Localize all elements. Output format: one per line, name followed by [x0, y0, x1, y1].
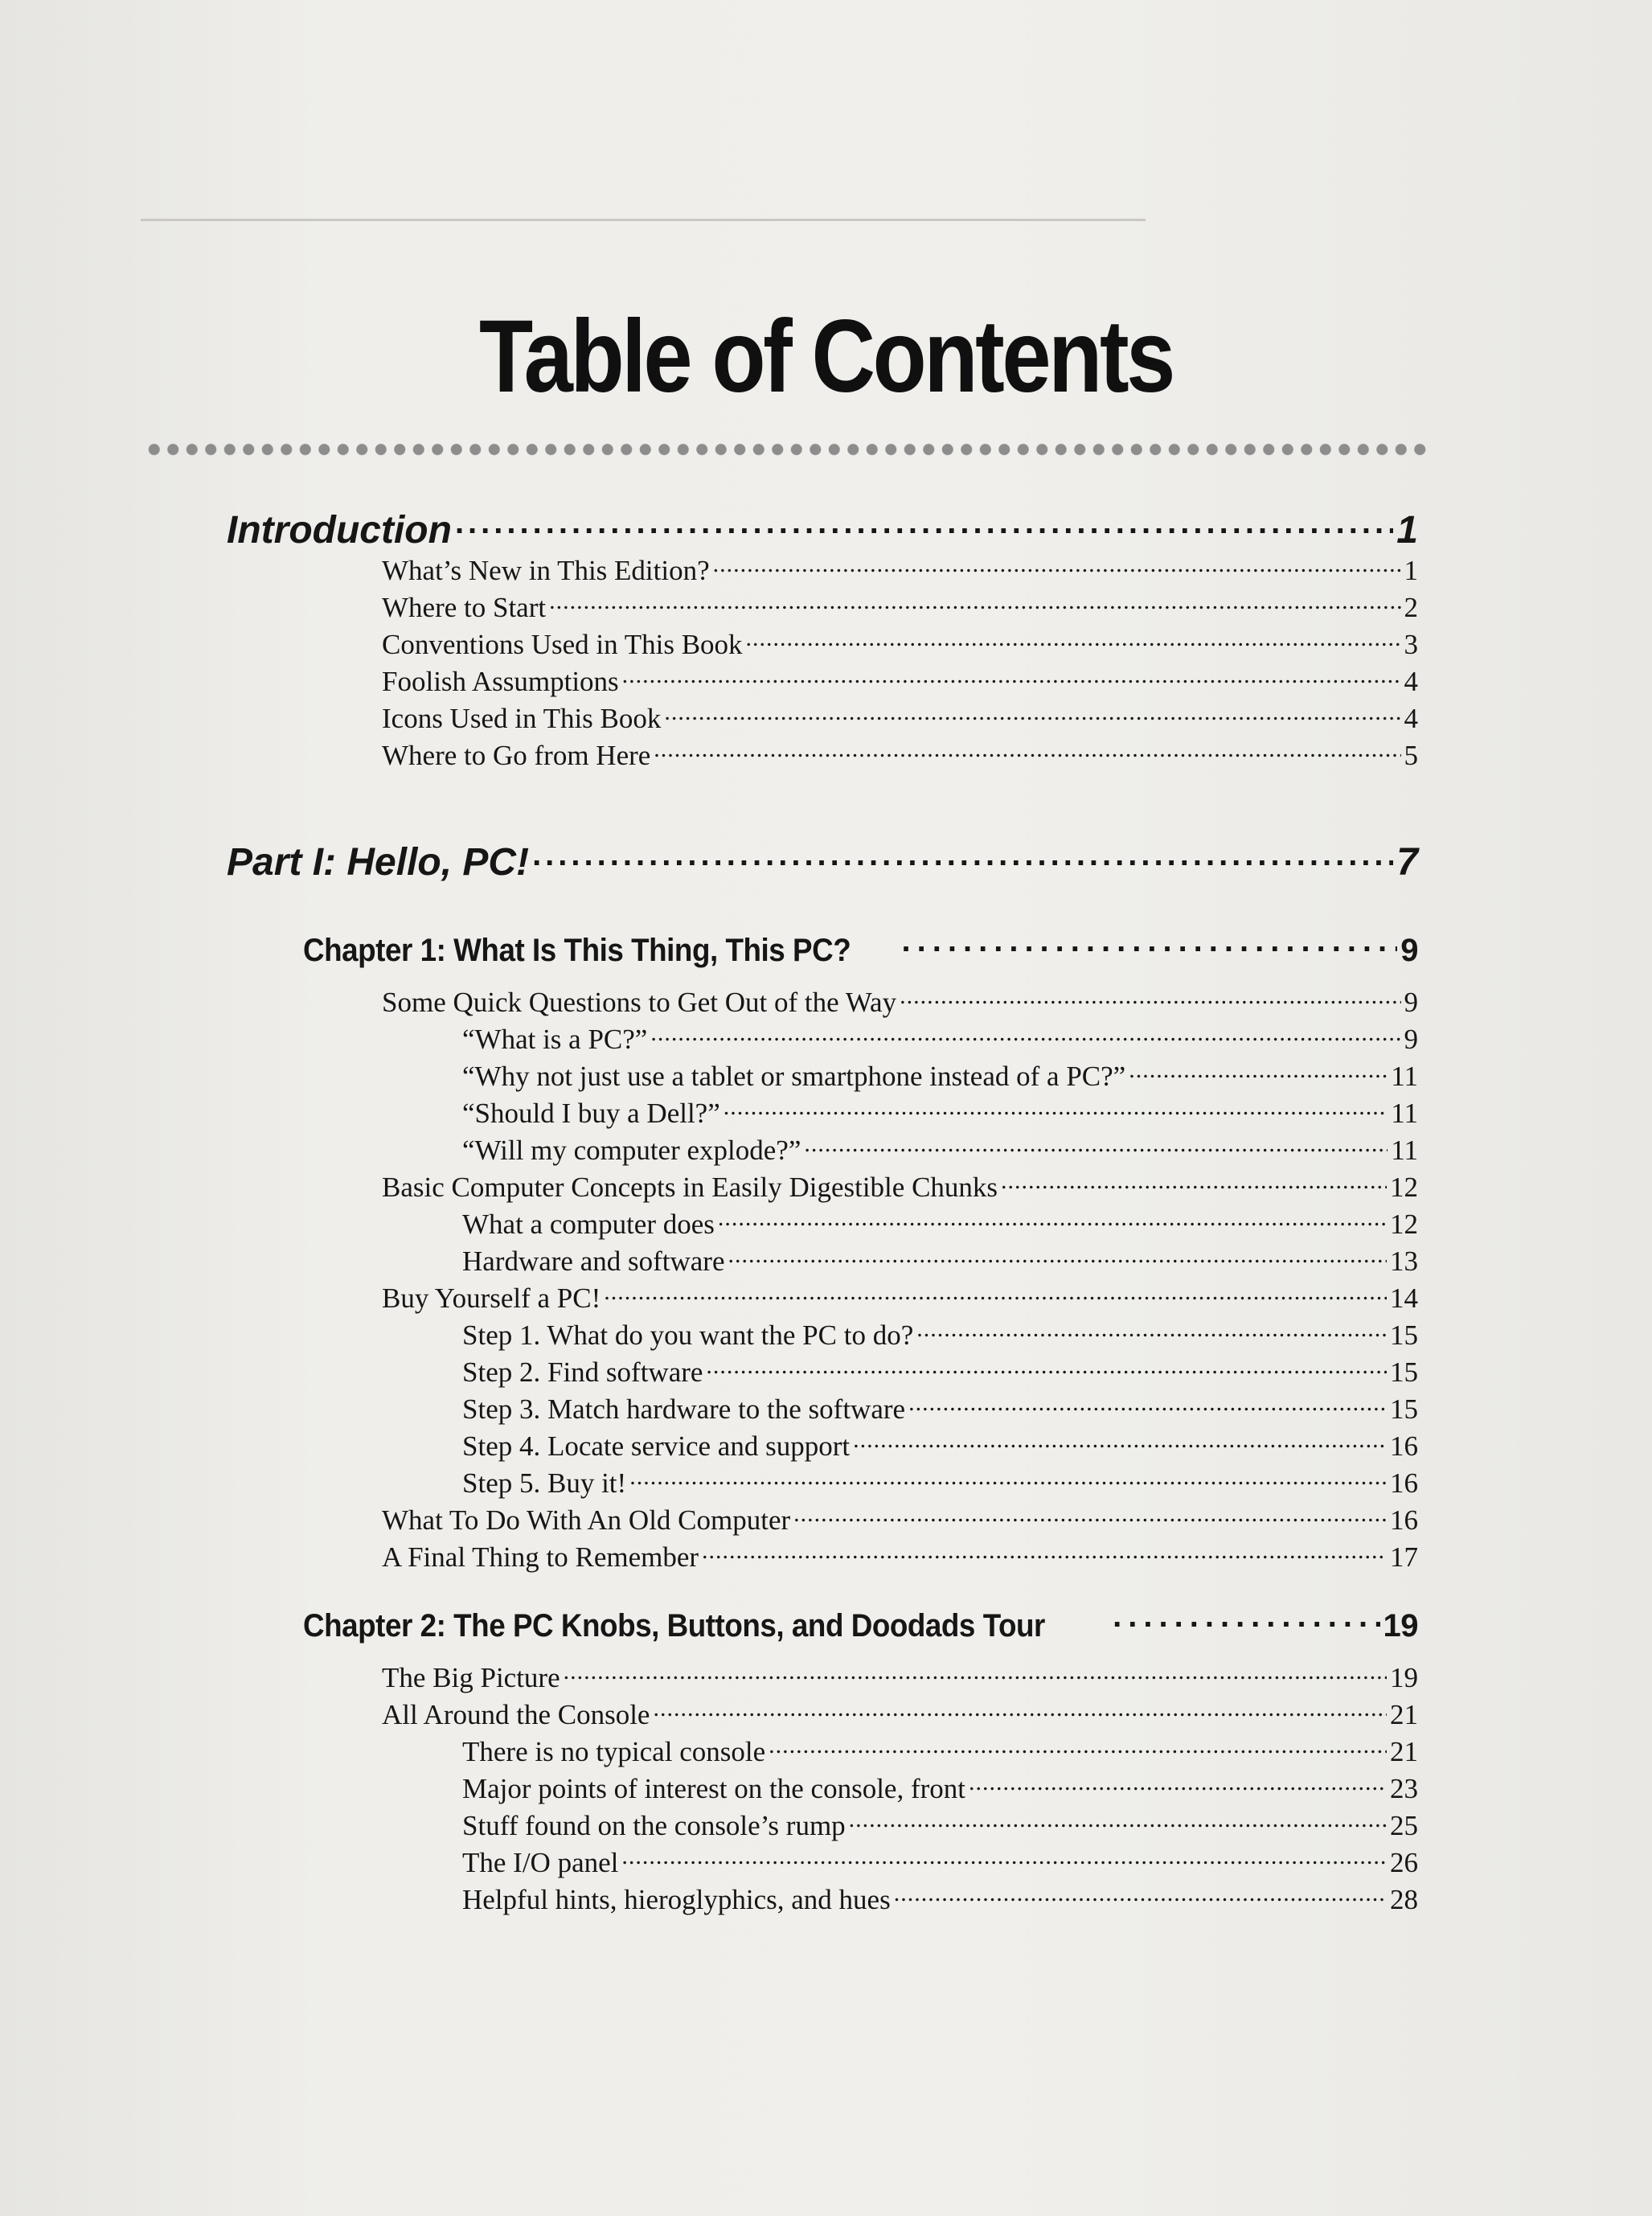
toc-page-number: 12 — [1390, 1172, 1418, 1203]
toc-entry-text: What a computer does — [462, 1209, 715, 1240]
dot-leader — [804, 1131, 1388, 1159]
toc-page-number: 26 — [1390, 1847, 1418, 1878]
toc-page-number: 19 — [1390, 1662, 1418, 1693]
toc-entry-chapter-2 — [303, 1604, 1418, 1646]
toc-entry — [382, 1501, 1418, 1538]
dot-leader — [908, 1390, 1387, 1418]
toc-entry-text: Basic Computer Concepts in Easily Digestible Chunks — [382, 1172, 998, 1203]
toc-page-number: 15 — [1390, 1393, 1418, 1425]
toc-entry-text: There is no typical console — [462, 1736, 766, 1767]
page-title: Table of Contents — [479, 299, 1173, 414]
toc-entry — [462, 1205, 1418, 1242]
toc-entry — [382, 552, 1418, 589]
dot-leader — [664, 700, 1400, 728]
toc-entry-text: Helpful hints, hieroglyphics, and hues — [462, 1884, 891, 1915]
toc-entry-text: Stuff found on the console’s rump — [462, 1810, 846, 1841]
toc-page-number: 28 — [1390, 1884, 1418, 1915]
toc-entry — [462, 1807, 1418, 1844]
toc-page-number: 19 — [1383, 1608, 1418, 1644]
toc-entry — [462, 1020, 1418, 1057]
toc-entry-text: What To Do With An Old Computer — [382, 1504, 791, 1536]
toc-entry-text: A Final Thing to Remember — [382, 1541, 699, 1573]
dot-leader — [713, 552, 1401, 580]
toc-entry-text: All Around the Console — [382, 1699, 650, 1730]
toc-entry-text: “Will my computer explode?” — [462, 1135, 801, 1166]
toc-page-number: 11 — [1391, 1135, 1418, 1166]
toc-page-number: 15 — [1390, 1356, 1418, 1388]
toc-page-number: 17 — [1390, 1541, 1418, 1573]
dot-leader — [916, 1316, 1387, 1344]
toc-entry-text: Conventions Used in This Book — [382, 629, 743, 660]
toc-entry — [462, 1464, 1418, 1501]
toc-page-number: 9 — [1404, 1024, 1418, 1055]
dot-leader — [1129, 1057, 1388, 1085]
toc-entry — [382, 700, 1418, 737]
dot-leader — [724, 1094, 1388, 1122]
toc-entry-text: Step 2. Find software — [462, 1356, 703, 1388]
dot-leader — [654, 737, 1400, 765]
toc-entry — [382, 1696, 1418, 1733]
toc-entry — [382, 737, 1418, 774]
dot-leader — [455, 504, 1393, 543]
toc-page-number: 21 — [1390, 1699, 1418, 1730]
dot-leader — [969, 1770, 1387, 1798]
toc-entry-text: Where to Go from Here — [382, 740, 651, 771]
toc-entry — [382, 663, 1418, 700]
dot-leader — [621, 1844, 1387, 1872]
toc-entry — [462, 1770, 1418, 1807]
dot-leader — [629, 1464, 1387, 1492]
toc-page-number: 25 — [1390, 1810, 1418, 1841]
toc-entry-text: What’s New in This Edition? — [382, 555, 710, 586]
toc-entry — [462, 1242, 1418, 1279]
toc-page-number: 1 — [1396, 509, 1418, 552]
toc-entry — [462, 1390, 1418, 1427]
toc-page-number: 11 — [1391, 1098, 1418, 1129]
toc-entry-text: The Big Picture — [382, 1662, 560, 1693]
dot-leader — [653, 1696, 1387, 1724]
toc-page-number: 2 — [1404, 592, 1418, 623]
toc-entry-text: Part I: Hello, PC! — [227, 841, 530, 884]
dot-leader — [728, 1242, 1387, 1270]
toc-entry — [382, 1279, 1418, 1316]
toc-entry — [462, 1881, 1418, 1918]
toc-entry — [382, 589, 1418, 626]
toc-page-number: 15 — [1390, 1319, 1418, 1351]
toc-entry-text: Step 1. What do you want the PC to do? — [462, 1319, 914, 1351]
toc-entry — [462, 1353, 1418, 1390]
toc-entry-part-1 — [227, 836, 1418, 884]
toc-entry — [382, 1168, 1418, 1205]
toc-page-number: 14 — [1390, 1282, 1418, 1314]
toc-page-number: 16 — [1390, 1504, 1418, 1536]
dot-leader — [702, 1538, 1387, 1566]
toc-entry — [382, 1659, 1418, 1696]
dot-leader — [894, 1881, 1387, 1909]
toc-entry-text: Icons Used in This Book — [382, 703, 662, 734]
dot-leader — [849, 1807, 1387, 1835]
dot-leader — [793, 1501, 1387, 1529]
toc-page-number: 16 — [1390, 1430, 1418, 1462]
toc-entry-text: Step 4. Locate service and support — [462, 1430, 851, 1462]
dot-leader — [604, 1279, 1387, 1307]
toc-entry — [462, 1844, 1418, 1881]
toc-entry — [462, 1733, 1418, 1770]
toc-entry-text: Step 3. Match hardware to the software — [462, 1393, 906, 1425]
toc-entry-text: Foolish Assumptions — [382, 666, 619, 697]
toc-page-number: 4 — [1404, 666, 1418, 697]
toc-page-number: 12 — [1390, 1209, 1418, 1240]
toc-entry — [462, 1131, 1418, 1168]
toc-page-number: 1 — [1404, 555, 1418, 586]
toc-entry-text: Some Quick Questions to Get Out of the Way — [382, 987, 897, 1018]
toc-page-number: 3 — [1404, 629, 1418, 660]
toc-entry-text: Step 5. Buy it! — [462, 1467, 627, 1499]
toc-page-number: 7 — [1396, 841, 1418, 884]
dot-leader — [718, 1205, 1387, 1233]
dot-leader — [900, 983, 1400, 1012]
toc-page-number: 5 — [1404, 740, 1418, 771]
toc-page-number: 16 — [1390, 1467, 1418, 1499]
dot-leader — [706, 1353, 1387, 1381]
dot-leader — [746, 626, 1401, 654]
dot-leader — [853, 1427, 1387, 1455]
toc-entry-text: “Should I buy a Dell?” — [462, 1098, 720, 1129]
toc-page-number: 13 — [1390, 1245, 1418, 1277]
toc-entry — [462, 1316, 1418, 1353]
dot-leader — [532, 836, 1393, 875]
dot-leader — [902, 929, 1398, 961]
toc-entry — [382, 983, 1418, 1020]
dot-leader — [549, 589, 1400, 617]
toc-page-number: 9 — [1404, 987, 1418, 1018]
toc-entry-text: Chapter 1: What Is This Thing, This PC? — [303, 933, 851, 968]
toc-entry-text: Where to Start — [382, 592, 547, 623]
toc-entry-introduction — [227, 504, 1418, 552]
toc-entry-text: “Why not just use a tablet or smartphone instead of a PC?” — [462, 1061, 1126, 1092]
toc-entry-text: Chapter 2: The PC Knobs, Buttons, and Doodads Tour — [303, 1608, 1045, 1644]
toc-entry-text: The I/O panel — [462, 1847, 619, 1878]
dot-leader — [650, 1020, 1400, 1048]
dot-leader — [769, 1733, 1387, 1761]
toc-entry — [382, 1538, 1418, 1575]
toc-page-number: 4 — [1404, 703, 1418, 734]
toc-entry — [382, 626, 1418, 663]
toc-entry-text: Major points of interest on the console, front — [462, 1773, 965, 1804]
toc-entry-text: “What is a PC?” — [462, 1024, 648, 1055]
toc-entry — [462, 1427, 1418, 1464]
dot-leader — [622, 663, 1401, 691]
toc-page-number: 9 — [1400, 933, 1418, 968]
toc-page-number: 21 — [1390, 1736, 1418, 1767]
toc-entry — [462, 1057, 1418, 1094]
toc-entry-text: Hardware and software — [462, 1245, 725, 1277]
dot-leader — [564, 1659, 1387, 1687]
toc-entry-text: Buy Yourself a PC! — [382, 1282, 601, 1314]
toc-entry-text: Introduction — [227, 509, 452, 552]
dot-leader — [1113, 1604, 1379, 1636]
toc-page-number: 23 — [1390, 1773, 1418, 1804]
dot-leader — [1001, 1168, 1387, 1196]
toc-entry-chapter-1 — [303, 929, 1418, 971]
toc-entry — [462, 1094, 1418, 1131]
toc-page-number: 11 — [1391, 1061, 1418, 1092]
